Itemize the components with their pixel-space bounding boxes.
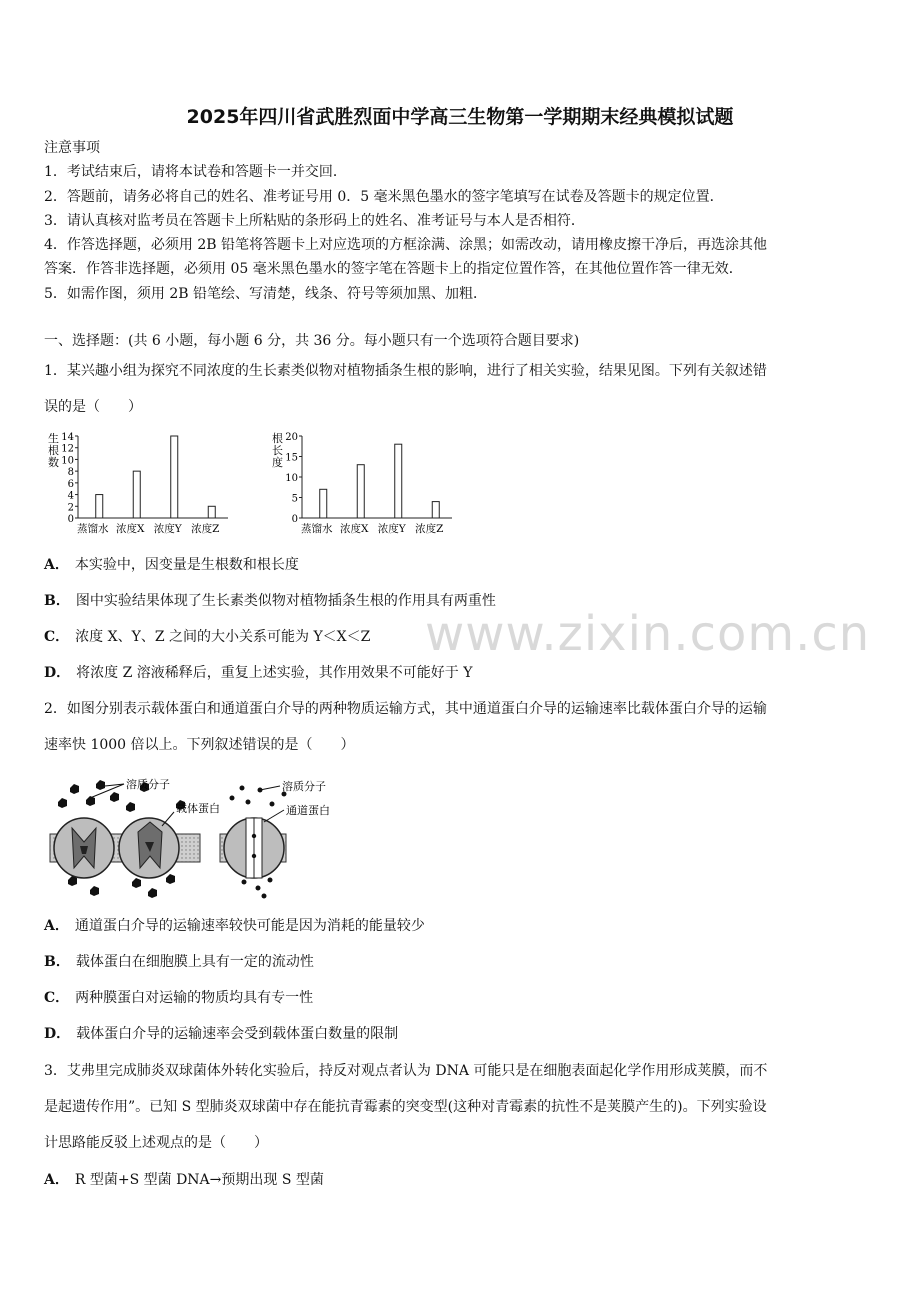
x-tick-label: 浓度Y: [377, 523, 406, 535]
y-tick-label: 8: [67, 467, 74, 479]
q1-option-c[interactable]: [44, 627, 370, 647]
q1-option-a[interactable]: [44, 555, 299, 575]
option-text: 浓度 X、Y、Z 之间的大小关系可能为 Y＜X＜Z: [75, 629, 371, 645]
y-tick-label: 0: [291, 514, 298, 525]
y-axis-label: 数: [48, 456, 59, 469]
question-1-stem-cont: 误的是（ ）: [44, 399, 142, 415]
notice-item: 5．如需作图，须用 2B 铅笔绘、写清楚，线条、符号等须加黑、加粗．: [44, 286, 488, 302]
option-text: 通道蛋白介导的运输速率较快可能是因为消耗的能量较少: [74, 918, 425, 934]
x-tick-label: 浓度Z: [415, 523, 444, 535]
q3-option-a[interactable]: [44, 1170, 324, 1190]
y-tick-label: 14: [61, 432, 74, 443]
option-letter: A．: [44, 918, 69, 934]
y-tick-label: 6: [67, 478, 74, 490]
exam-title: 2025年四川省武胜烈面中学高三生物第一学期期末经典模拟试题: [186, 106, 734, 128]
y-tick-label: 2: [67, 502, 74, 514]
bar-浓度X: [357, 465, 364, 518]
q2-option-a[interactable]: [44, 916, 425, 936]
y-tick-label: 4: [67, 490, 74, 502]
question-3-stem: 3．艾弗里完成肺炎双球菌体外转化实验后，持反对观点者认为 DNA 可能只是在细胞表面起化学作用形成荚膜，而不: [44, 1063, 768, 1079]
notice-heading: 注意事项: [44, 140, 100, 156]
label-solute-left: 溶质分子: [126, 778, 170, 791]
x-tick-label: 蒸馏水: [301, 523, 333, 535]
question-2-stem: 2．如图分别表示载体蛋白和通道蛋白介导的两种物质运输方式，其中通道蛋白介导的运输速率比载体蛋白介导的运输: [44, 701, 767, 717]
y-tick-label: 12: [61, 443, 74, 455]
x-tick-label: 浓度Z: [191, 523, 220, 535]
section-heading: 一、选择题：(共 6 小题，每小题 6 分，共 36 分。每小题只有一个选项符合题目要求): [44, 333, 580, 349]
bar-蒸馏水: [96, 495, 103, 518]
y-axis-label: 根: [272, 432, 283, 445]
root-count-chart: [44, 428, 244, 540]
y-axis-label: 根: [48, 444, 59, 457]
notice-item: 1．考试结束后，请将本试卷和答题卡一并交回．: [44, 164, 347, 180]
q2-option-b[interactable]: [44, 952, 314, 972]
option-letter: D．: [44, 1026, 71, 1042]
y-axis-label: 生: [48, 432, 59, 445]
q2-option-d[interactable]: [44, 1024, 398, 1044]
y-axis-label: 度: [272, 456, 283, 469]
root-length-chart: [268, 428, 468, 540]
bar-浓度Y: [171, 436, 178, 518]
option-letter: C．: [44, 990, 70, 1006]
question-2-stem-cont: 速率快 1000 倍以上。下列叙述错误的是（ ）: [44, 737, 355, 753]
y-tick-label: 10: [61, 455, 74, 467]
bar-浓度Z: [208, 506, 215, 518]
option-letter: B．: [44, 593, 70, 609]
label-channel: 通道蛋白: [286, 804, 330, 817]
membrane-transport-diagram: [44, 776, 364, 902]
option-text: 图中实验结果体现了生长素类似物对植物插条生根的作用具有两重性: [75, 593, 496, 609]
option-letter: B．: [44, 954, 70, 970]
option-text: 本实验中，因变量是生根数和根长度: [74, 557, 299, 573]
bar-浓度Y: [395, 444, 402, 518]
option-text: R 型菌+S 型菌 DNA→预期出现 S 型菌: [74, 1172, 324, 1188]
y-tick-label: 20: [285, 432, 298, 443]
bar-蒸馏水: [320, 489, 327, 518]
y-tick-label: 10: [285, 473, 298, 484]
option-text: 将浓度 Z 溶液稀释后，重复上述实验，其作用效果不可能好于 Y: [76, 665, 473, 681]
option-letter: D．: [44, 665, 71, 681]
question-3-stem-cont: 计思路能反驳上述观点的是（ ）: [44, 1135, 268, 1151]
q2-option-c[interactable]: [44, 988, 313, 1008]
notice-item: 2．答题前，请务必将自己的姓名、准考证号用 0．5 毫米黑色墨水的签字笔填写在试卷及答题卡的规定位置．: [44, 189, 724, 205]
bar-浓度X: [133, 471, 140, 518]
y-tick-label: 5: [291, 493, 298, 505]
notice-item: 答案．作答非选择题，必须用 05 毫米黑色墨水的签字笔在答题卡上的指定位置作答，在其他位置作答一律无效．: [44, 261, 743, 277]
notice-item: 3．请认真核对监考员在答题卡上所粘贴的条形码上的姓名、准考证号与本人是否相符．: [44, 213, 585, 229]
option-letter: A．: [44, 557, 69, 573]
notice-item: 4．作答选择题，必须用 2B 铅笔将答题卡上对应选项的方框涂满、涂黑；如需改动，请用橡皮擦干净后，再选涂其他: [44, 237, 767, 253]
y-tick-label: 15: [285, 452, 298, 464]
channel-protein: [220, 818, 286, 878]
q1-option-d[interactable]: [44, 663, 472, 683]
bar-浓度Z: [432, 502, 439, 518]
question-3-stem-cont: 是起遗传作用”。已知 S 型肺炎双球菌中存在能抗青霉素的突变型(这种对青霉素的抗性不是荚膜产生的)。下列实验设: [44, 1099, 767, 1115]
watermark: www.zixin.com.cn: [425, 606, 871, 662]
x-tick-label: 浓度X: [340, 523, 369, 535]
option-text: 两种膜蛋白对运输的物质均具有专一性: [75, 990, 314, 1006]
option-letter: A．: [44, 1172, 69, 1188]
label-carrier: 载体蛋白: [176, 802, 220, 815]
y-axis-label: 长: [272, 444, 283, 457]
x-tick-label: 浓度X: [116, 523, 145, 535]
x-tick-label: 浓度Y: [153, 523, 182, 535]
y-tick-label: 0: [67, 514, 74, 525]
option-text: 载体蛋白介导的运输速率会受到载体蛋白数量的限制: [76, 1026, 399, 1042]
label-solute-right: 溶质分子: [282, 780, 326, 793]
question-1-stem: 1．某兴趣小组为探究不同浓度的生长素类似物对植物插条生根的影响，进行了相关实验，结果见图。下列有关叙述错: [44, 363, 767, 379]
option-text: 载体蛋白在细胞膜上具有一定的流动性: [75, 954, 314, 970]
x-tick-label: 蒸馏水: [77, 523, 109, 535]
option-letter: C．: [44, 629, 70, 645]
carrier-protein-state-1: [50, 818, 200, 878]
